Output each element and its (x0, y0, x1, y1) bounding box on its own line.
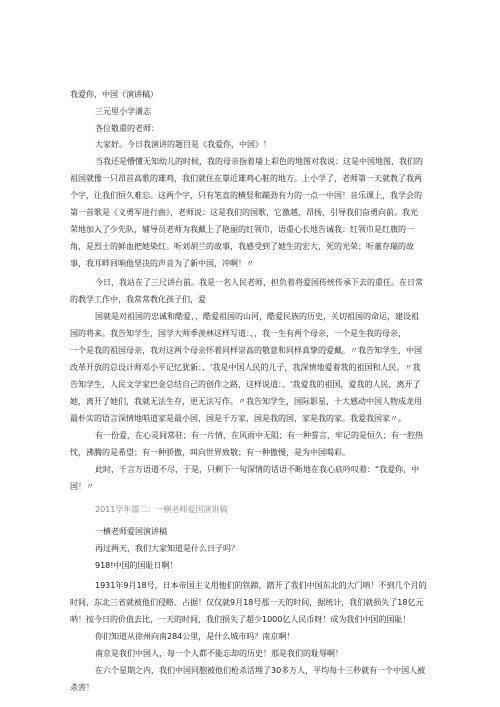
paragraph-line: 国就是对祖国的忠诚和酷爱，，酷爱祖国的山河，酷爱民族的历史，关切祖国的命运，建设祖 (95, 312, 419, 321)
paragraph-line: 南京是我们中国人，每一个人都不能忘却的历史！那是我们的耻辱啊！ (95, 649, 343, 658)
greeting: 各位敬重的老师： (95, 124, 159, 133)
paragraph-line: 最朴实的语言深情地唱道家是最小国，国是千万家，国是我的国，家是我的家。我爱我国家〃。 (70, 414, 406, 423)
paragraph-line: 有一份爱，在心灵间常驻；有一片情，在风雨中无阻；有一种誓言，牢记的是恒久；有一腔热 (95, 431, 423, 440)
paragraph-line: 她，离开了她们，我就无法生存，更无法写作。〃我告知学生，国际影星，十大感动中国人物成龙用 (70, 397, 422, 406)
section-separator: 2011学年篇二：一横老师爱国演讲稿 (95, 505, 228, 514)
paragraph-line: 角，是烈士的鲜血把她染红。听刘胡兰的故事，我感受到了她生的宏大，死的光荣；听董存瑞的故 (70, 242, 414, 251)
paragraph-line: 个字，让我们恒久难忘。这两个字，只有笔直的横竖和蹦劲有力的一点一中国！音乐课上，我学会的 (70, 191, 422, 200)
section-title: 一横老师爱国演讲稿 (95, 527, 167, 536)
paragraph-line: 荣地加入了少先队，辅导员老师为我戴上了艳丽的红领巾，语重心长地告诫我：红领巾是红旗的一 (70, 225, 414, 234)
paragraph-line: 祖国就像一只昂首高歌的雄鸡，我们就住在靠近雄鸡心脏的地方。上小学了，老师第一天就教了我两 (70, 174, 422, 183)
paragraph-line: 呐！按今日的价值去比，一天的时间，我们损失了超少1000亿人民币呀！成为我们中国的国耻！ (70, 615, 411, 624)
paragraph-line: 此时，千言万语道不尽，于是，只剩下一句深情的话语不断地在我心底吟叹着：“我爱你，中 (95, 465, 420, 474)
paragraph-line: 第一首歌是《义勇军进行曲》，老师说：这是我们的国歌，它激越，昂扬，引导我们奋勇向前。我光 (70, 208, 418, 217)
paragraph-line: 大家好。今日我演讲的题目是《我爱你，中国》！ (95, 140, 271, 149)
paragraph-line: 改革开放的总设计师邓小平记忆犹新：、‘我是中国人民的儿子，我深情地爱着我的祖国和人民。〃我 (70, 363, 421, 372)
paragraph-line: 事，我耳畔回响他坚决的声音为了新中国，冲啊！〃 (70, 259, 254, 268)
paragraph-line: 国！〃 (70, 482, 94, 491)
paragraph-line: 的教学工作中，我常常教化孩子们，爱 (70, 295, 206, 304)
paragraph-line: 告知学生，人民文学家巴金总结自己的创作之路，这样说道：、‘我爱我的祖国，爱我的人民，离开了 (70, 380, 421, 389)
author-line: 三元里小学潘志 (95, 107, 151, 116)
document-title: 我爱你，中国（演讲稿） (70, 90, 158, 99)
paragraph-line: 918!中国的国耻日啊！ (95, 561, 178, 570)
paragraph-line: 忱，沸腾的是希望；有一种骄傲，叫向世界致敬；有一种傲慢，是为中国喝彩。 (70, 448, 350, 457)
paragraph-line: 今日，我站在了三尺讲台前。我是一名人民老师，担负着将爱国传统传承下去的重任。在日常 (95, 278, 423, 287)
paragraph-line: 再过两天，我们大家知道是什么日子吗？ (95, 544, 239, 553)
paragraph-line: 国的将来。我告知学生，国学大师季羡林这样写道：、，我一生有两个母亲，一个是生我的母亲， (70, 329, 406, 338)
paragraph-line: 时间，东北三省就被他们侵略、占据！仅仅就9月18号那一天的时间，据统计，我们就损失了18亿元 (70, 598, 424, 607)
paragraph-line: 在六个星期之内，我们中国同胞被他们枪杀活埋了30多万人，平均每十三秒就有一个中国人被 (95, 666, 426, 675)
paragraph-line: 当我还是懵懂无知幼儿的时候，我的母亲指着墙上彩色的地图对我说：这是中国地图，我们的 (95, 157, 423, 166)
paragraph-line: 杀害！ (70, 683, 94, 692)
paragraph-line: 1931年9月18号，日本帝国主义用他们的铁蹄，踏开了我们中国东北的大门呐！不到几个月的 (95, 581, 427, 590)
paragraph-line: 一个是我的祖国母亲，我对这两个母亲怀着同样崇高的敬意和同样真挚的爱戴。〃我告知学生，中国 (70, 346, 422, 355)
paragraph-line: 你们知道从徐州向南284公里，是什么城市吗？南京啊！ (95, 632, 295, 641)
